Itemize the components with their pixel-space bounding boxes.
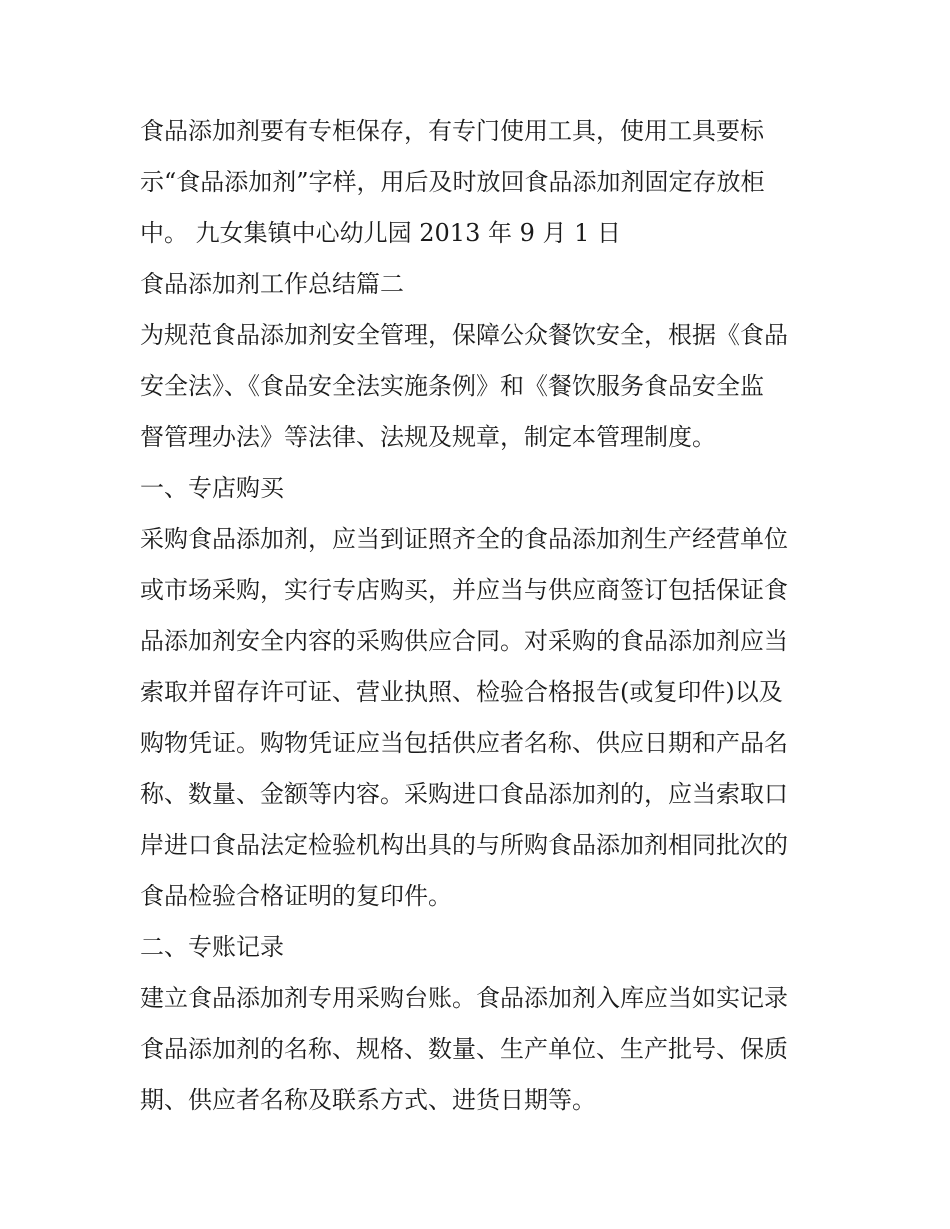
- heading-section-two: [140, 922, 820, 973]
- text-line: 示“食品添加剂”字样，用后及时放回食品添加剂固定存放柜: [140, 168, 765, 196]
- paragraph-introduction: [140, 310, 820, 463]
- text-line: 购物凭证。购物凭证应当包括供应者名称、供应日期和产品名: [140, 729, 788, 757]
- heading-part-two: [140, 259, 820, 310]
- paragraph-storage-rules: [140, 106, 820, 259]
- text-line: 食品检验合格证明的复印件。: [140, 882, 452, 910]
- paragraph-records: [140, 973, 820, 1126]
- heading-section-one: [140, 463, 820, 514]
- text-line: 食品添加剂的名称、规格、数量、生产单位、生产批号、保质: [140, 1035, 788, 1063]
- text-line: 品添加剂安全内容的采购供应合同。对采购的食品添加剂应当: [140, 627, 788, 655]
- section-title: 一、专店购买: [140, 474, 284, 502]
- text-line: 称、数量、金额等内容。采购进口食品添加剂的，应当索取口: [140, 780, 788, 808]
- section-title: 食品添加剂工作总结篇二: [140, 270, 404, 298]
- text-line: 督管理办法》等法律、法规及规章，制定本管理制度。: [140, 423, 716, 451]
- text-line: 安全法》、《食品安全法实施条例》和《餐饮服务食品安全监: [140, 372, 764, 400]
- text-line: 岸进口食品法定检验机构出具的与所购食品添加剂相同批次的: [140, 831, 788, 859]
- text-line: 或市场采购，实行专店购买，并应当与供应商签订包括保证食: [140, 576, 788, 604]
- text-line: 为规范食品添加剂安全管理，保障公众餐饮安全，根据《食品: [140, 321, 788, 349]
- text-line: 采购食品添加剂，应当到证照齐全的食品添加剂生产经营单位: [140, 525, 788, 553]
- text-line: 建立食品添加剂专用采购台账。食品添加剂入库应当如实记录: [140, 984, 788, 1012]
- text-line: 索取并留存许可证、营业执照、检验合格报告(或复印件)以及: [140, 678, 783, 706]
- text-line: 食品添加剂要有专柜保存，有专门使用工具，使用工具要标: [140, 117, 764, 145]
- paragraph-purchase: [140, 514, 820, 922]
- text-line: 中。 九女集镇中心幼儿园 2013 年 9 月 1 日: [140, 219, 622, 247]
- section-title: 二、专账记录: [140, 933, 284, 961]
- text-line: 期、供应者名称及联系方式、进货日期等。: [140, 1086, 596, 1114]
- document-body: [140, 106, 820, 1126]
